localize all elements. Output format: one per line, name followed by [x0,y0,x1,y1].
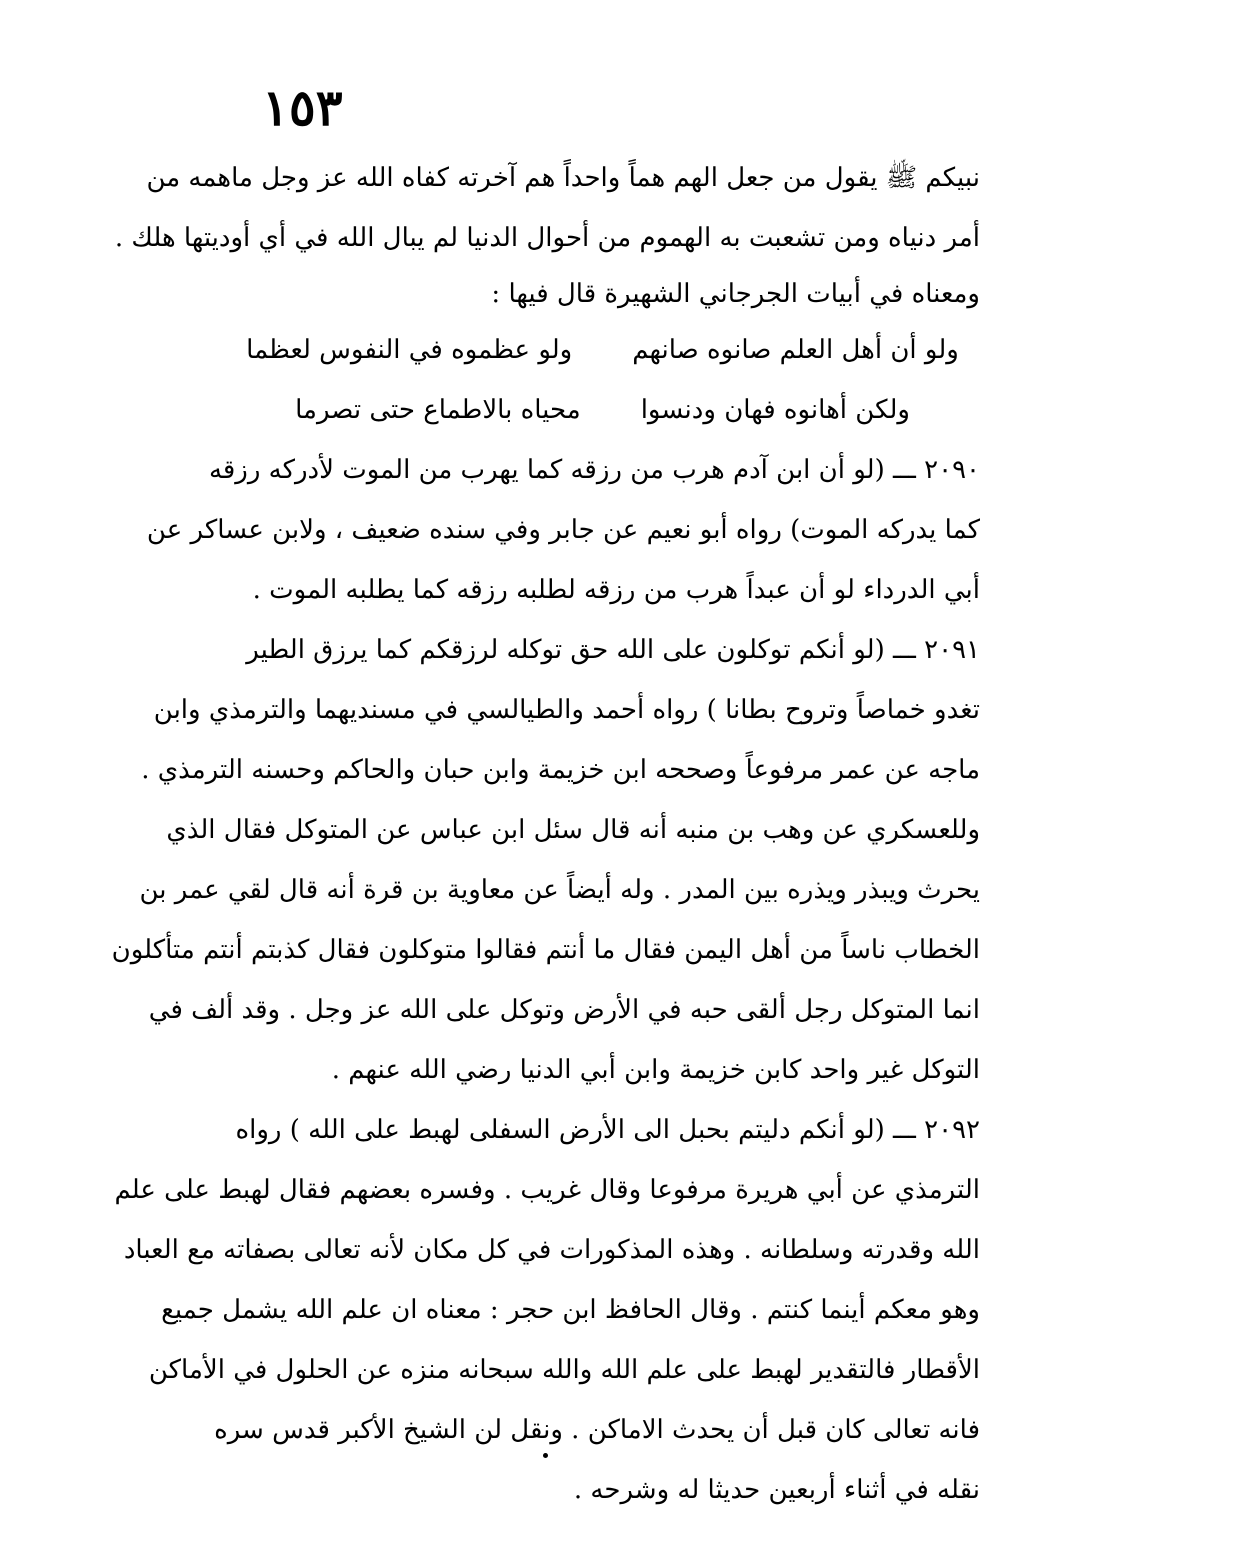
hadith-2092-line-6: فانه تعالى كان قبل أن يحدث الاماكن . ونقل لن الشيخ الأكبر قدس سره [214,1415,980,1445]
verse-1 [225,320,980,380]
hadith-2092-line-1: ٢٠٩٢ ـــ (لو أنكم دليتم بحبل الى الأرض السفلى لهبط على الله ) رواه [235,1115,980,1145]
hadith-2092-line-7: نقله في أثناء أربعين حديثا له وشرحه . [573,1475,980,1505]
hadith-2091-line-3: ماجه عن عمر مرفوعاً وصححه ابن خزيمة وابن حبان والحاكم وحسنه الترمذي . [141,755,980,785]
hadith-2091-line-7: انما المتوكل رجل ألقى حبه في الأرض وتوكل على الله عز وجل . وقد ألف في [148,995,980,1025]
verse-2-first-hemistich: ولكن أهانوه فهان ودنسوا [640,395,910,425]
hadith-2090-line-2: كما يدركه الموت) رواه أبو نعيم عن جابر وفي سنده ضعيف ، ولابن عساكر عن [146,515,980,545]
hadith-2091-line-6: الخطاب ناساً من أهل اليمن فقال ما أنتم فقالوا متوكلون فقال كذبتم أنتم متأكلون [111,935,980,965]
verse-2-second-hemistich: محياه بالاطماع حتى تصرما [295,395,581,425]
hadith-2091-line-4: وللعسكري عن وهب بن منبه أنه قال سئل ابن عباس عن المتوكل فقال الذي [166,815,980,845]
verse-1-second-hemistich: ولو عظموه في النفوس لعظما [246,335,573,365]
hadith-2091-line-1: ٢٠٩١ ـــ (لو أنكم توكلون على الله حق توكله لرزقكم كما يرزق الطير [246,635,980,665]
intro-line-3: ومعناه في أبيات الجرجاني الشهيرة قال فيها : [491,279,980,309]
hadith-2090-line-1: ٢٠٩٠ ـــ (لو أن ابن آدم هرب من رزقه كما يهرب من الموت لأدركه رزقه [208,455,980,485]
hadith-2092-line-3: الله وقدرته وسلطانه . وهذه المذكورات في كل مكان لأنه تعالى بصفاته مع العباد [123,1235,980,1265]
hadith-2092-line-5: الأقطار فالتقدير لهبط على علم الله والله سبحانه منزه عن الحلول في الأماكن [148,1355,980,1385]
hadith-2091-line-8: التوكل غير واحد كابن خزيمة وابن أبي الدنيا رضي الله عنهم . [331,1055,980,1085]
hadith-2092-line-2: الترمذي عن أبي هريرة مرفوعا وقال غريب . وفسره بعضهم فقال لهبط على علم [114,1175,980,1205]
hadith-2090-line-3: أبي الدرداء لو أن عبداً هرب من رزقه لطلبه رزقه كما يطلبه الموت . [252,575,980,605]
main-text [111,148,980,1520]
ink-dot [543,1453,548,1458]
hadith-2092-line-4: وهو معكم أينما كنتم . وقال الحافظ ابن حجر : معناه ان علم الله يشمل جميع [161,1295,980,1325]
intro-line-1: نبيكم ﷺ يقول من جعل الهم هماً واحداً هم آخرته كفاه الله عز وجل ماهمه من [146,163,980,193]
verse-1-first-hemistich: ولو أن أهل العلم صانوه صانهم [632,335,959,365]
page-number: ١٥٣ [262,78,343,137]
hadith-2091-line-2: تغدو خماصاً وتروح بطانا ) رواه أحمد والطيالسي في مسنديهما والترمذي وابن [153,695,980,725]
intro-line-2: أمر دنياه ومن تشعبت به الهموم من أحوال الدنيا لم يبال الله في أي أوديتها هلك . [114,223,980,253]
verse-2 [225,380,980,440]
hadith-2091-line-5: يحرث ويبذر ويذره بين المدر . وله أيضاً عن معاوية بن قرة أنه قال لقي عمر بن [139,875,980,905]
